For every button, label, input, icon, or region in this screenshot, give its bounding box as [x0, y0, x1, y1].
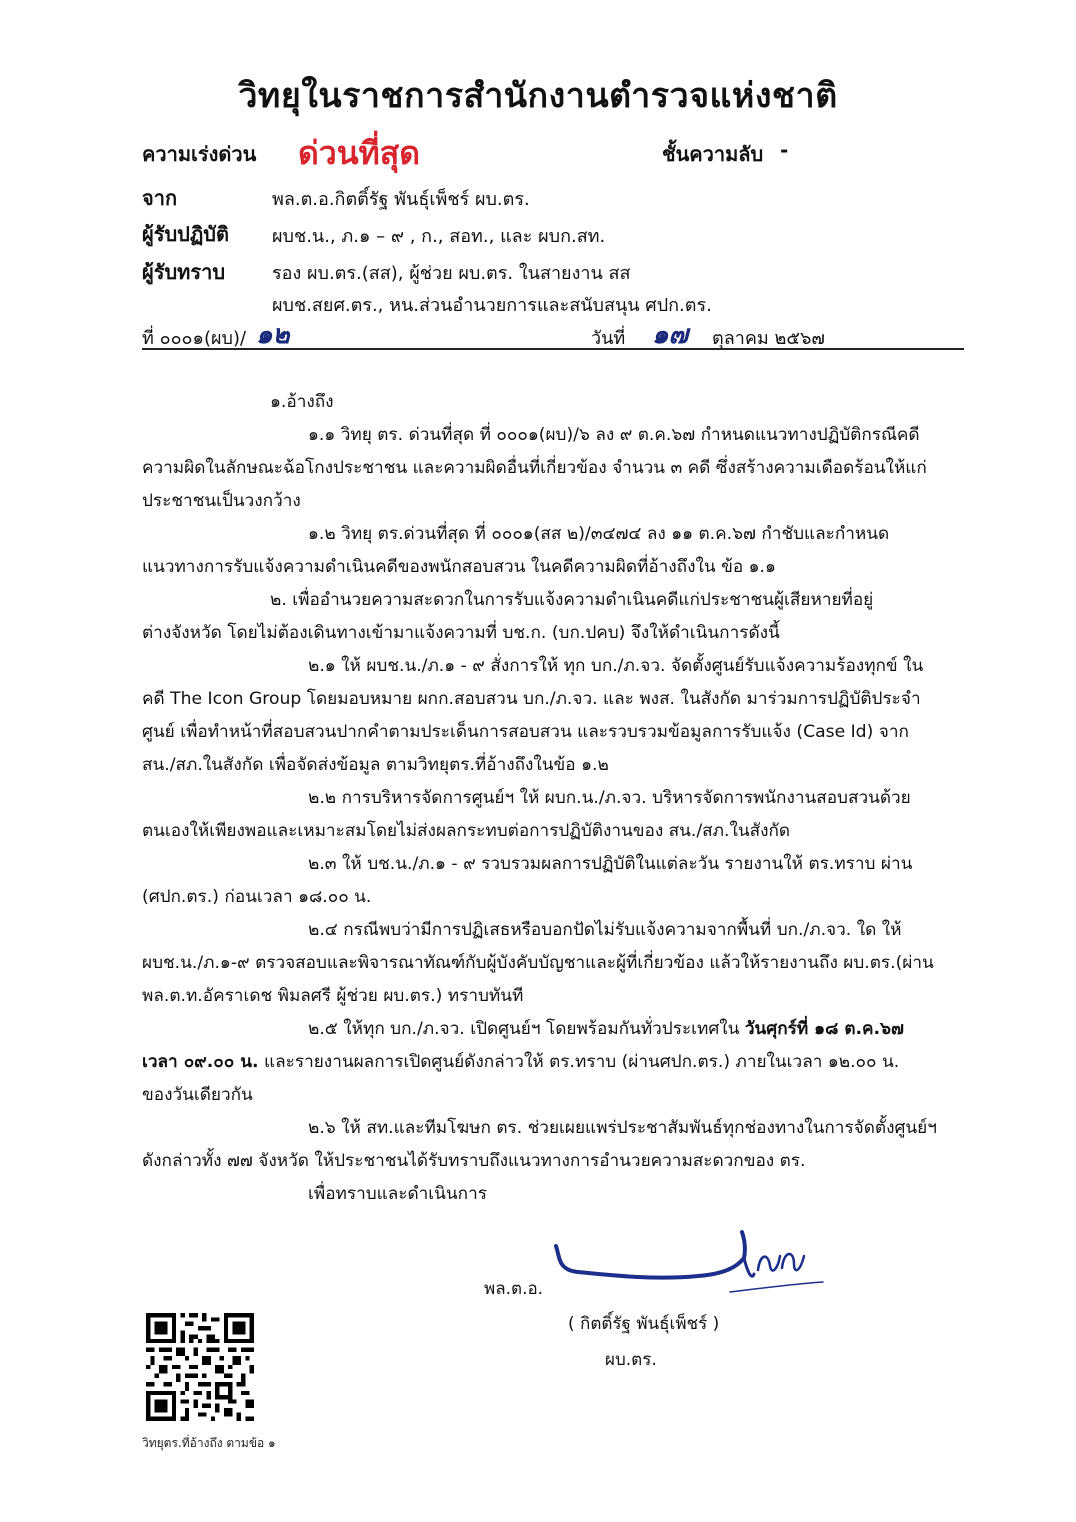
- secrecy-label: ชั้นความลับ: [662, 142, 764, 166]
- from-value: พล.ต.อ.กิตติ์รัฐ พันธุ์เพ็ชร์ ผบ.ตร.: [272, 189, 530, 210]
- body-line: ๑.๑ วิทยุ ตร. ด่วนที่สุด ที่ ๐๐๐๑(ผบ)/๖ ลง ๙ ต.ค.๖๗ กำหนดแนวทางปฏิบัติกรณีคดี: [308, 425, 920, 445]
- body-line: ๒.๑ ให้ ผบช.น./ภ.๑ - ๙ สั่งการให้ ทุก บก./ภ.จว. จัดตั้งศูนย์รับแจ้งความร้องทุกข์ ใน: [308, 656, 924, 676]
- body-line: ๑.อ้างถึง: [270, 392, 334, 412]
- body-line: ต่างจังหวัด โดยไม่ต้องเดินทางเข้ามาแจ้งความที่ บช.ก. (บก.ปคบ) จึงให้ดำเนินการดังนี้: [142, 623, 780, 643]
- date-label: วันที่: [591, 328, 626, 349]
- action-recipients-label: ผู้รับปฏิบัติ: [142, 222, 229, 246]
- body-line-text: และรายงานผลการเปิดศูนย์ดังกล่าวให้ ตร.ทราบ (ผ่านศปก.ตร.) ภายในเวลา ๑๒.๐๐ น.: [258, 1052, 900, 1072]
- urgency-value: ด่วนที่สุด: [298, 134, 421, 172]
- emphasis-date: วันศุกร์ที่ ๑๘ ต.ค.๖๗: [744, 1019, 904, 1039]
- body-line: คดี The Icon Group โดยมอบหมาย ผกก.สอบสวน บก./ภ.จว. และ พงส. ในสังกัด มาร่วมการปฏิบัติประจำ: [142, 689, 921, 709]
- body-line: (ศปก.ตร.) ก่อนเวลา ๑๘.๐๐ น.: [142, 887, 372, 907]
- secrecy-value: -: [780, 138, 789, 162]
- header-divider: [142, 348, 964, 350]
- body-line: ๒.๖ ให้ สท.และทีมโฆษก ตร. ช่วยเผยแพร่ประชาสัมพันธ์ทุกช่องทางในการจัดตั้งศูนย์ฯ: [308, 1118, 937, 1138]
- body-line: พล.ต.ท.อัคราเดช พิมลศรี ผู้ช่วย ผบ.ตร.) ทราบทันที: [142, 986, 524, 1006]
- signatory-name: ( กิตติ์รัฐ พันธุ์เพ็ชร์ ): [568, 1314, 720, 1334]
- from-label: จาก: [142, 186, 178, 210]
- action-recipients-value: ผบช.น., ภ.๑ – ๙ , ก., สอท., และ ผบก.สท.: [272, 226, 606, 247]
- body-line: ๒. เพื่ออำนวยความสะดวกในการรับแจ้งความดำเนินคดีแก่ประชาชนผู้เสียหายที่อยู่: [270, 590, 874, 610]
- info-recipients-label: ผู้รับทราบ: [142, 260, 226, 284]
- signatory-position: ผบ.ตร.: [605, 1350, 657, 1370]
- body-line: ศูนย์ เพื่อทำหน้าที่สอบสวนปากคำตามประเด็นการสอบสวน และรวบรวมข้อมูลการรับแจ้ง (Case Id) จาก: [142, 722, 909, 742]
- date-day-handwritten: ๑๗: [652, 320, 689, 350]
- body-line: ของวันเดียวกัน: [142, 1085, 253, 1105]
- body-line: [142, 1046, 899, 1079]
- body-line: ๒.๓ ให้ บช.น./ภ.๑ - ๙ รวบรวมผลการปฏิบัติในแต่ละวัน รายงานให้ ตร.ทราบ ผ่าน: [308, 854, 913, 874]
- date-month-year: ตุลาคม ๒๕๖๗: [712, 328, 825, 349]
- body-line: [308, 1013, 904, 1046]
- body-line: แนวทางการรับแจ้งความดำเนินคดีของพนักสอบสวน ในคดีความผิดที่อ้างถึงใน ข้อ ๑.๑: [142, 557, 776, 577]
- body-line: สน./สภ.ในสังกัด เพื่อจัดส่งข้อมูล ตามวิทยุตร.ที่อ้างถึงในข้อ ๑.๒: [142, 755, 609, 775]
- qr-code: [146, 1313, 254, 1421]
- body-line: ความผิดในลักษณะฉ้อโกงประชาชน และความผิดอื่นที่เกี่ยวข้อง จำนวน ๓ คดี ซึ่งสร้างความเดือดร้อนให้แก่: [142, 458, 927, 478]
- signature-graphic: [548, 1228, 828, 1318]
- body-line-text: ๒.๕ ให้ทุก บก./ภ.จว. เปิดศูนย์ฯ โดยพร้อมกันทั่วประเทศใน: [308, 1019, 745, 1039]
- reference-number-prefix: ที่ ๐๐๐๑(ผบ)/: [142, 328, 247, 349]
- info-recipients-value-1: รอง ผบ.ตร.(สส), ผู้ช่วย ผบ.ตร. ในสายงาน สส: [272, 263, 631, 284]
- body-line: ดังกล่าวทั้ง ๗๗ จังหวัด ให้ประชาชนได้รับทราบถึงแนวทางการอำนวยความสะดวกของ ตร.: [142, 1151, 806, 1171]
- info-recipients-value-2: ผบช.สยศ.ตร., หน.ส่วนอำนวยการและสนับสนุน ศปก.ตร.: [272, 295, 712, 316]
- body-line: ผบช.น./ภ.๑-๙ ตรวจสอบและพิจารณาทัณฑ์กับผู้บังคับบัญชาและผู้ที่เกี่ยวข้อง แล้วให้รายงานถึง ผบ.ตร.(ผ่าน: [142, 953, 934, 973]
- signatory-rank: พล.ต.อ.: [484, 1279, 544, 1299]
- closing-line: เพื่อทราบและดำเนินการ: [308, 1184, 487, 1204]
- reference-number-handwritten: ๑๒: [256, 320, 290, 350]
- emphasis-time: เวลา ๐๙.๐๐ น.: [142, 1052, 259, 1072]
- body-line: ตนเองให้เพียงพอและเหมาะสมโดยไม่ส่งผลกระทบต่อการปฏิบัติงานของ สน./สภ.ในสังกัด: [142, 821, 791, 841]
- body-line: ๒.๔ กรณีพบว่ามีการปฏิเสธหรือบอกปัดไม่รับแจ้งความจากพื้นที่ บก./ภ.จว. ใด ให้: [308, 920, 902, 940]
- body-line: ๑.๒ วิทยุ ตร.ด่วนที่สุด ที่ ๐๐๐๑(สส ๒)/๓๔๗๔ ลง ๑๑ ต.ค.๖๗ กำชับและกำหนด: [308, 524, 890, 544]
- document-title: วิทยุในราชการสำนักงานตำรวจแห่งชาติ: [238, 76, 838, 116]
- urgency-label: ความเร่งด่วน: [142, 142, 257, 166]
- footnote: วิทยุตร.ที่อ้างถึง ตามข้อ ๑: [142, 1436, 276, 1450]
- body-line: ๒.๒ การบริหารจัดการศูนย์ฯ ให้ ผบก.น./ภ.จว. บริหารจัดการพนักงานสอบสวนด้วย: [308, 788, 911, 808]
- body-line: ประชาชนเป็นวงกว้าง: [142, 491, 301, 511]
